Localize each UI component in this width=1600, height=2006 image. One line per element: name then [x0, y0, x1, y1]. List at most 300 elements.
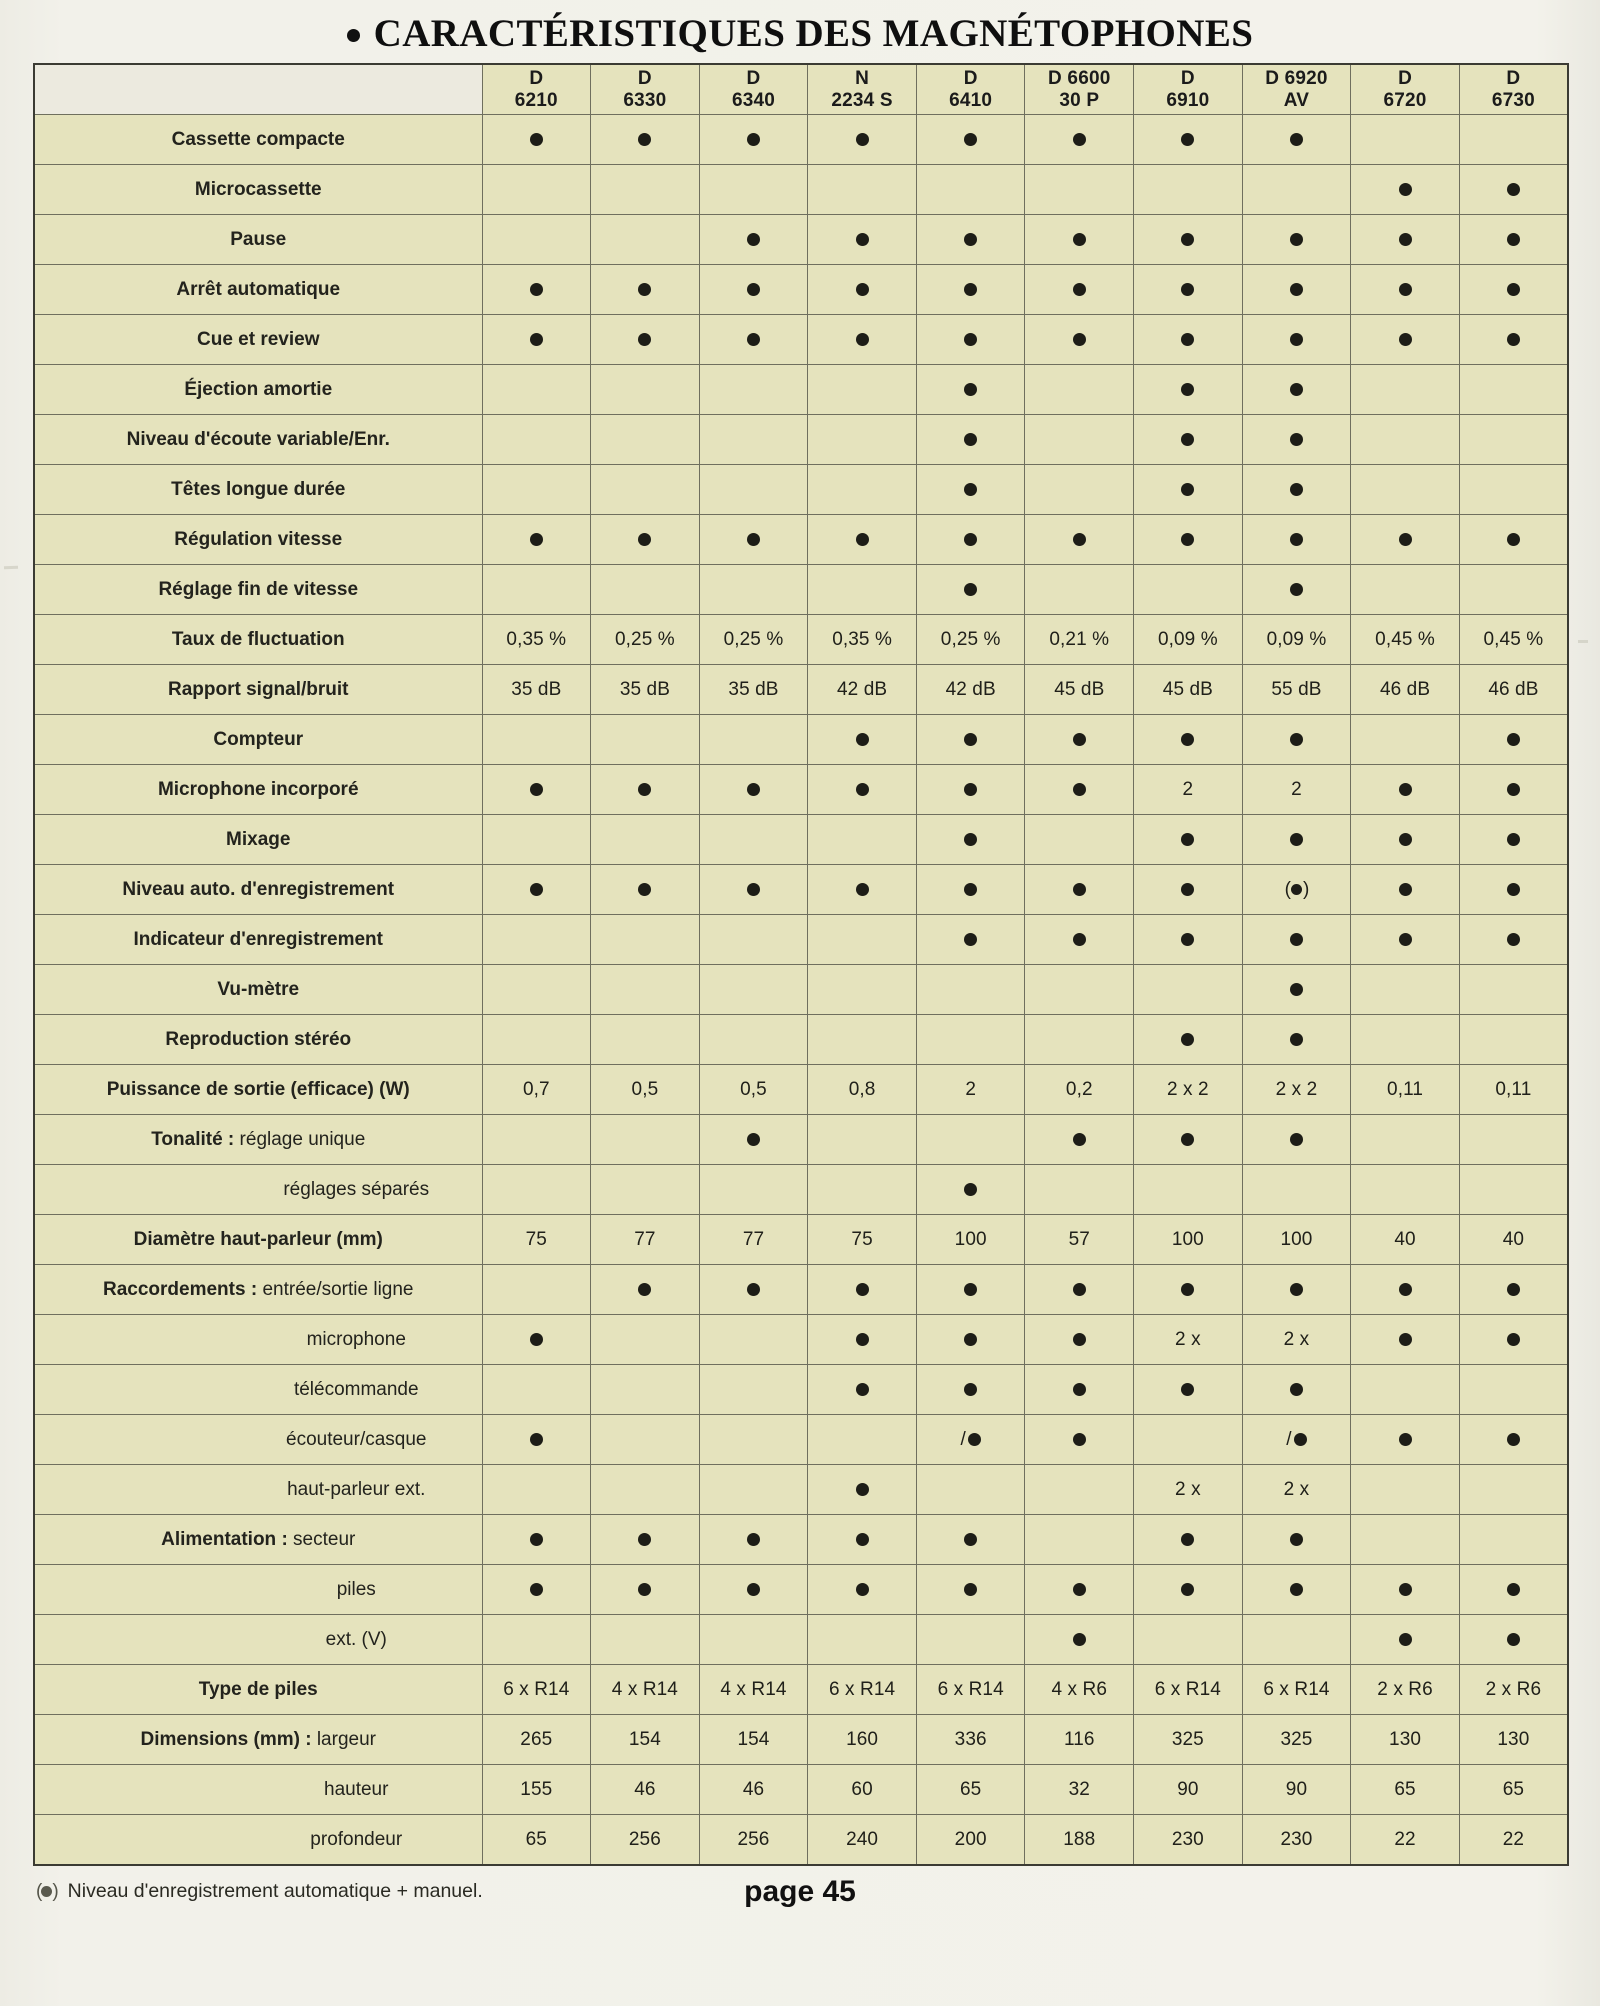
- table-cell: [916, 265, 1025, 315]
- table-cell: [1242, 265, 1351, 315]
- table-cell: [482, 665, 591, 715]
- row-label-detail: largeur: [311, 1728, 376, 1750]
- cell-value-text: 57: [1068, 1228, 1090, 1250]
- model-line-2: AV: [1283, 89, 1310, 111]
- feature-dot-icon: [1507, 533, 1520, 546]
- table-cell: [1134, 1415, 1243, 1465]
- table-cell: [1134, 715, 1243, 765]
- row-label-text: Éjection amortie: [184, 378, 333, 400]
- table-cell: [1134, 665, 1243, 715]
- table-cell: [591, 715, 700, 765]
- row-label-text: Pause: [230, 228, 287, 250]
- feature-dot-icon: [964, 833, 977, 846]
- feature-dot-icon: [1181, 1133, 1194, 1146]
- feature-dot-icon: [1073, 233, 1086, 246]
- table-cell: [1459, 1365, 1568, 1415]
- table-cell: [916, 565, 1025, 615]
- table-cell: [699, 165, 808, 215]
- cell-value-text: 256: [628, 1828, 661, 1850]
- table-cell: [1242, 1115, 1351, 1165]
- table-row: [34, 1515, 1568, 1565]
- feature-dot-icon: [1507, 1583, 1520, 1596]
- row-label-text: Reproduction stéréo: [165, 1028, 352, 1050]
- table-cell: [699, 1365, 808, 1415]
- table-cell: [808, 1465, 917, 1515]
- table-cell: [1242, 365, 1351, 415]
- cell-value-text: 2: [1291, 778, 1302, 800]
- cell-value-text: 55 dB: [1271, 678, 1322, 700]
- feature-dot-icon: [1507, 1333, 1520, 1346]
- table-cell: [591, 765, 700, 815]
- table-cell: [1025, 1165, 1134, 1215]
- feature-dot-icon: [964, 1283, 977, 1296]
- feature-dot-icon: [1290, 1533, 1303, 1546]
- row-label: [34, 465, 482, 515]
- cell-value-text: 0,35 %: [506, 628, 567, 650]
- table-cell: [482, 1715, 591, 1765]
- feature-dot-icon: [1507, 1433, 1520, 1446]
- table-cell: [591, 165, 700, 215]
- table-cell: [1025, 1765, 1134, 1815]
- table-cell: [482, 615, 591, 665]
- cell-value-text: 2 x: [1283, 1328, 1310, 1350]
- cell-value-text: 100: [954, 1228, 987, 1250]
- table-cell: [1025, 115, 1134, 165]
- cell-value-text: 42 dB: [837, 678, 888, 700]
- table-cell: [1242, 1015, 1351, 1065]
- table-cell: [1242, 565, 1351, 615]
- table-cell: [1459, 1465, 1568, 1515]
- table-cell: [482, 965, 591, 1015]
- page-number: page 45: [744, 1875, 856, 1908]
- table-cell: [1459, 1315, 1568, 1365]
- row-label: [34, 615, 482, 665]
- table-cell: [1351, 1265, 1460, 1315]
- table-cell: [1025, 1415, 1134, 1465]
- table-cell: [482, 1765, 591, 1815]
- cell-value-text: 230: [1280, 1828, 1313, 1850]
- table-row: [34, 1265, 1568, 1315]
- cell-value-text: 0,25 %: [615, 628, 675, 650]
- table-cell: [916, 1015, 1025, 1065]
- feature-dot-icon: [1399, 1633, 1412, 1646]
- feature-dot-icon: [856, 233, 869, 246]
- table-cell: [916, 415, 1025, 465]
- table-cell: [808, 865, 917, 915]
- cell-value-text: 65: [1394, 1778, 1416, 1800]
- table-cell: [1242, 465, 1351, 515]
- table-cell: [699, 865, 808, 915]
- table-cell: [1242, 115, 1351, 165]
- table-cell: [1242, 915, 1351, 965]
- table-cell: [808, 1515, 917, 1565]
- model-line-1: D 6920: [1265, 67, 1328, 89]
- table-cell: [1351, 1415, 1460, 1465]
- table-cell: [916, 515, 1025, 565]
- feature-dot-icon: [747, 1283, 760, 1296]
- table-cell: [1025, 715, 1134, 765]
- feature-dot-icon: [1073, 333, 1086, 346]
- table-cell: [699, 215, 808, 265]
- column-header-model: [916, 64, 1025, 115]
- cell-value-text: 100: [1280, 1228, 1313, 1250]
- table-cell: [1459, 1565, 1568, 1615]
- feature-dot-icon: [1399, 1333, 1412, 1346]
- table-cell: [1459, 1615, 1568, 1665]
- feature-dot-icon: [1181, 833, 1194, 846]
- spec-table-container: [0, 63, 1600, 1866]
- table-cell: [482, 1315, 591, 1365]
- feature-dot-icon: [1290, 733, 1303, 746]
- table-cell: [482, 1665, 591, 1715]
- cell-value-text: 0,11: [1387, 1078, 1424, 1100]
- table-cell: [1242, 715, 1351, 765]
- row-label: [34, 1215, 482, 1265]
- feature-dot-icon: [1290, 1583, 1303, 1596]
- table-cell: [1242, 1265, 1351, 1315]
- table-cell: [591, 1815, 700, 1866]
- feature-dot-icon: [530, 883, 543, 896]
- table-cell: [1134, 1165, 1243, 1215]
- feature-dot-icon: [1399, 933, 1412, 946]
- table-cell: [482, 1115, 591, 1165]
- cell-value-text: 0,35 %: [832, 628, 892, 650]
- table-cell: [1242, 865, 1351, 915]
- table-cell: [808, 1765, 917, 1815]
- table-row: [34, 415, 1568, 465]
- table-cell: [808, 1665, 917, 1715]
- table-row: [34, 1365, 1568, 1415]
- table-cell: [808, 215, 917, 265]
- row-label-text: télécommande: [293, 1378, 419, 1400]
- table-cell: [482, 865, 591, 915]
- table-row: [34, 1015, 1568, 1065]
- cell-value-text: 6 x R14: [1154, 1678, 1221, 1700]
- table-cell: [1242, 515, 1351, 565]
- feature-dot-icon: [747, 533, 760, 546]
- table-row: [34, 565, 1568, 615]
- table-cell: [1134, 915, 1243, 965]
- table-cell: [1459, 915, 1568, 965]
- feature-dot-icon: [530, 1583, 543, 1596]
- table-row: [34, 1315, 1568, 1365]
- table-cell: [591, 1415, 700, 1465]
- table-cell: [1025, 1465, 1134, 1515]
- table-cell: [808, 1815, 917, 1866]
- page-title: [0, 0, 1600, 63]
- feature-dot-icon: [747, 333, 760, 346]
- table-row: [34, 1815, 1568, 1866]
- feature-dot-icon: [1399, 333, 1412, 346]
- table-cell: [808, 615, 917, 665]
- model-line-1: D: [637, 67, 652, 89]
- row-label: [34, 965, 482, 1015]
- table-cell: [1351, 465, 1460, 515]
- table-cell: [1242, 1215, 1351, 1265]
- table-cell: [808, 515, 917, 565]
- table-cell: [591, 915, 700, 965]
- table-cell: [591, 815, 700, 865]
- table-cell: [699, 1415, 808, 1465]
- table-cell: [808, 915, 917, 965]
- table-cell: [1351, 1115, 1460, 1165]
- table-cell: [1351, 915, 1460, 965]
- table-cell: [1134, 1265, 1243, 1315]
- table-cell: [808, 815, 917, 865]
- table-cell: [1025, 815, 1134, 865]
- table-cell: [808, 415, 917, 465]
- cell-value-text: 65: [1502, 1778, 1525, 1800]
- cell-value-text: 6 x R14: [1263, 1678, 1330, 1700]
- table-cell: [1459, 665, 1568, 715]
- row-label-detail: entrée/sortie ligne: [257, 1278, 414, 1300]
- model-line-2: 6730: [1491, 89, 1535, 111]
- table-cell: [1134, 765, 1243, 815]
- table-cell: [591, 1315, 700, 1365]
- feature-dot-icon: [638, 783, 651, 796]
- table-cell: [1351, 1715, 1460, 1765]
- table-cell: [1459, 515, 1568, 565]
- feature-dot-icon: [964, 133, 977, 146]
- table-row: [34, 1565, 1568, 1615]
- table-cell: [1242, 1815, 1351, 1866]
- table-cell: [1025, 1515, 1134, 1565]
- table-cell: [1025, 1715, 1134, 1765]
- feature-dot-icon: [1073, 733, 1086, 746]
- table-cell: [1134, 865, 1243, 915]
- table-cell: [591, 515, 700, 565]
- table-cell: [591, 1115, 700, 1165]
- cell-value-text: 336: [954, 1728, 987, 1750]
- table-cell: [1459, 615, 1568, 665]
- table-cell: [699, 365, 808, 415]
- row-label: [34, 765, 482, 815]
- table-cell: [916, 165, 1025, 215]
- table-cell: [916, 1465, 1025, 1515]
- feature-dot-icon: [1073, 283, 1086, 296]
- table-cell: [591, 1515, 700, 1565]
- feature-dot-icon: [1507, 1283, 1520, 1296]
- table-cell: [916, 365, 1025, 415]
- model-line-1: D: [1180, 67, 1195, 89]
- feature-dot-icon: [1073, 533, 1086, 546]
- feature-dot-icon: [638, 533, 651, 546]
- row-label: [34, 1365, 482, 1415]
- table-cell: [1242, 1165, 1351, 1215]
- row-label-text: Niveau auto. d'enregistrement: [122, 878, 395, 900]
- feature-dot-icon: [530, 1333, 543, 1346]
- table-cell: [1025, 1065, 1134, 1115]
- feature-dot-icon: [747, 133, 760, 146]
- cell-value-text: 46 dB: [1379, 678, 1431, 700]
- table-row: [34, 515, 1568, 565]
- feature-dot-paren-icon: ( ): [1284, 878, 1309, 900]
- table-cell: [1351, 965, 1460, 1015]
- row-label: [34, 865, 482, 915]
- feature-dot-icon: [1073, 1333, 1086, 1346]
- table-cell: [482, 365, 591, 415]
- row-label: [34, 1165, 482, 1215]
- cell-value-text: 40: [1502, 1228, 1525, 1250]
- table-row: [34, 865, 1568, 915]
- table-cell: [591, 1215, 700, 1265]
- feature-dot-icon: [1181, 533, 1194, 546]
- table-cell: [699, 665, 808, 715]
- feature-dot-icon: [1290, 383, 1303, 396]
- table-cell: [1025, 265, 1134, 315]
- table-cell: [1351, 265, 1460, 315]
- feature-dot-icon: [747, 1583, 760, 1596]
- feature-dot-icon: [1181, 483, 1194, 496]
- table-cell: [1025, 1315, 1134, 1365]
- feature-dot-icon: [1399, 1433, 1412, 1446]
- table-cell: [1025, 915, 1134, 965]
- feature-dot-icon: [1507, 1633, 1520, 1646]
- feature-dot-icon: [1073, 133, 1086, 146]
- table-cell: [699, 1165, 808, 1215]
- row-label-text: Microphone incorporé: [157, 778, 359, 800]
- table-cell: [1134, 315, 1243, 365]
- table-cell: [1459, 1165, 1568, 1215]
- cell-value-text: 154: [628, 1728, 661, 1750]
- table-cell: [591, 365, 700, 415]
- table-cell: [1351, 615, 1460, 665]
- cell-value-text: 0,45 %: [1375, 628, 1435, 650]
- feature-dot-icon: [856, 1533, 869, 1546]
- table-cell: [591, 1665, 700, 1715]
- table-cell: [1351, 515, 1460, 565]
- feature-slash-dot-icon: /: [960, 1429, 980, 1450]
- table-cell: [699, 1465, 808, 1515]
- table-cell: [482, 915, 591, 965]
- table-cell: [482, 715, 591, 765]
- table-cell: [699, 515, 808, 565]
- table-cell: [808, 1365, 917, 1415]
- feature-dot-icon: [1507, 933, 1520, 946]
- cell-value-text: 240: [846, 1828, 879, 1850]
- feature-dot-icon: [1181, 433, 1194, 446]
- table-cell: [482, 315, 591, 365]
- row-label-text: Arrêt automatique: [176, 278, 341, 300]
- cell-value-text: 2 x R6: [1485, 1678, 1542, 1700]
- feature-dot-icon: [964, 1333, 977, 1346]
- table-row: [34, 115, 1568, 165]
- table-cell: [808, 1215, 917, 1265]
- model-line-1: D: [746, 67, 761, 89]
- table-row: [34, 215, 1568, 265]
- cell-value-text: 75: [525, 1228, 547, 1250]
- column-header-model: [1242, 64, 1351, 115]
- column-header-model: [1351, 64, 1460, 115]
- feature-dot-icon: [1073, 1133, 1086, 1146]
- feature-dot-icon: [1399, 233, 1412, 246]
- table-cell: [916, 965, 1025, 1015]
- table-cell: [1134, 365, 1243, 415]
- table-cell: [482, 1365, 591, 1415]
- table-cell: [1459, 115, 1568, 165]
- cell-value-text: 2 x 2: [1275, 1078, 1318, 1100]
- table-cell: [1025, 765, 1134, 815]
- row-label: [34, 1765, 482, 1815]
- row-label: [34, 565, 482, 615]
- cell-value-text: 35 dB: [511, 678, 562, 700]
- table-cell: [1134, 1115, 1243, 1165]
- cell-value-text: 42 dB: [945, 678, 996, 700]
- table-cell: [916, 865, 1025, 915]
- table-cell: [591, 965, 700, 1015]
- feature-dot-icon: [1073, 1283, 1086, 1296]
- table-cell: [1351, 315, 1460, 365]
- table-cell: [1459, 1715, 1568, 1765]
- table-cell: [699, 265, 808, 315]
- model-line-2: 6340: [731, 89, 776, 111]
- cell-value-text: 0,45 %: [1483, 628, 1544, 650]
- table-cell: [1025, 1665, 1134, 1715]
- table-cell: [1351, 1665, 1460, 1715]
- feature-dot-icon: [1290, 933, 1303, 946]
- table-cell: [1134, 265, 1243, 315]
- feature-dot-icon: [964, 533, 977, 546]
- table-cell: [916, 915, 1025, 965]
- feature-dot-icon: [1290, 1033, 1303, 1046]
- row-label-detail: réglage unique: [234, 1128, 366, 1150]
- table-cell: [699, 1315, 808, 1365]
- feature-dot-icon: [1399, 1283, 1412, 1296]
- table-cell: [1025, 1565, 1134, 1615]
- feature-dot-icon: [1073, 933, 1086, 946]
- table-cell: [1459, 1665, 1568, 1715]
- table-cell: [699, 1215, 808, 1265]
- feature-dot-icon: [1181, 383, 1194, 396]
- table-cell: [1459, 465, 1568, 515]
- table-cell: [1351, 1765, 1460, 1815]
- table-cell: [808, 265, 917, 315]
- table-cell: [1242, 1665, 1351, 1715]
- feature-dot-icon: [530, 1433, 543, 1446]
- feature-dot-icon: [856, 333, 869, 346]
- feature-dot-icon: [530, 283, 543, 296]
- table-cell: [1242, 1715, 1351, 1765]
- cell-value-text: 60: [851, 1778, 873, 1800]
- table-cell: [1351, 1565, 1460, 1615]
- cell-value-text: 46: [634, 1778, 656, 1800]
- table-cell: [1459, 1765, 1568, 1815]
- cell-value-text: 2 x R6: [1377, 1678, 1433, 1700]
- row-label: [34, 315, 482, 365]
- feature-dot-icon: [856, 783, 869, 796]
- table-cell: [591, 1615, 700, 1665]
- table-cell: [1351, 815, 1460, 865]
- feature-dot-icon: [964, 883, 977, 896]
- row-label: [34, 1515, 482, 1565]
- row-label-text: Réglage fin de vitesse: [158, 578, 359, 600]
- cell-value-text: 200: [954, 1828, 987, 1850]
- feature-dot-icon: [638, 133, 651, 146]
- cell-value-text: 22: [1394, 1828, 1416, 1850]
- feature-dot-icon: [1399, 1583, 1412, 1596]
- cell-value-text: 32: [1068, 1778, 1090, 1800]
- table-cell: [916, 1215, 1025, 1265]
- table-cell: [1134, 1465, 1243, 1515]
- table-cell: [1351, 1165, 1460, 1215]
- table-cell: [699, 1565, 808, 1615]
- table-row: [34, 1665, 1568, 1715]
- table-cell: [699, 765, 808, 815]
- row-label: [34, 1615, 482, 1665]
- table-cell: [1134, 815, 1243, 865]
- table-cell: [699, 315, 808, 365]
- table-cell: [482, 1565, 591, 1615]
